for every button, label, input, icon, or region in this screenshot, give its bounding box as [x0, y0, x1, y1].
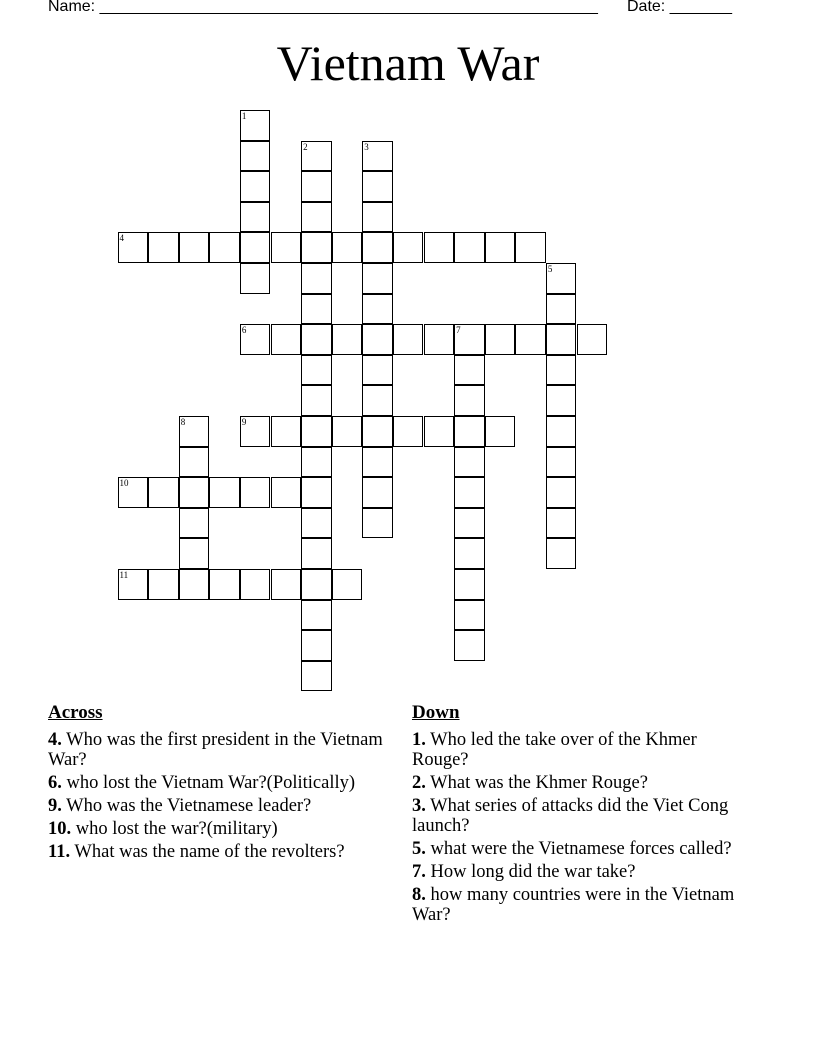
- grid-cell: [454, 538, 485, 569]
- grid-cell: [332, 324, 363, 355]
- grid-cell: [362, 477, 393, 508]
- grid-cell: [454, 477, 485, 508]
- grid-cell: [424, 232, 455, 263]
- grid-cell: [118, 569, 149, 600]
- grid-cell: [240, 110, 271, 141]
- grid-cell: [301, 141, 332, 172]
- grid-cell: [424, 324, 455, 355]
- cell-number: 6: [241, 325, 247, 336]
- clue-down-8: 8. how many countries were in the Vietnam War?: [412, 885, 735, 925]
- grid-cell: [179, 232, 210, 263]
- grid-cell: [546, 508, 577, 539]
- grid-cell: [240, 232, 271, 263]
- grid-cell: [271, 232, 302, 263]
- grid-cell: [179, 508, 210, 539]
- date-field: Date: _______: [627, 0, 732, 15]
- grid-cell: [209, 569, 240, 600]
- grid-cell: [271, 324, 302, 355]
- grid-cell: [546, 447, 577, 478]
- grid-cell: [362, 416, 393, 447]
- clue-across-9: 9. Who was the Vietnamese leader?: [48, 796, 312, 816]
- grid-cell: [240, 569, 271, 600]
- grid-cell: [454, 416, 485, 447]
- grid-cell: [301, 569, 332, 600]
- grid-cell: [393, 232, 424, 263]
- grid-cell: [332, 416, 363, 447]
- clue-across-11: 11. What was the name of the revolters?: [48, 842, 345, 862]
- grid-cell: [301, 202, 332, 233]
- clue-down-2: 2. What was the Khmer Rouge?: [412, 773, 648, 793]
- grid-cell: [148, 232, 179, 263]
- grid-cell: [454, 324, 485, 355]
- grid-cell: [301, 263, 332, 294]
- cell-number: 11: [119, 570, 129, 580]
- grid-cell: [362, 324, 393, 355]
- grid-cell: [577, 324, 608, 355]
- cell-number: 8: [180, 417, 186, 427]
- grid-cell: [301, 600, 332, 631]
- grid-cell: [454, 508, 485, 539]
- grid-cell: [485, 232, 516, 263]
- grid-cell: [148, 477, 179, 508]
- grid-cell: [332, 569, 363, 600]
- cell-number: 5: [547, 264, 553, 274]
- grid-cell: [454, 600, 485, 631]
- grid-cell: [362, 232, 393, 263]
- page-title: Vietnam War: [276, 35, 540, 91]
- grid-cell: [179, 569, 210, 600]
- name-field: Name: ________________________________________________________: [48, 0, 598, 15]
- grid-cell: [362, 508, 393, 539]
- grid-cell: [301, 538, 332, 569]
- grid-cell: [454, 232, 485, 263]
- grid-cell: [179, 538, 210, 569]
- grid-cell: [362, 447, 393, 478]
- grid-cell: [301, 385, 332, 416]
- grid-cell: [362, 171, 393, 202]
- grid-cell: [362, 202, 393, 233]
- grid-cell: [209, 477, 240, 508]
- grid-cell: [454, 569, 485, 600]
- clue-down-5: 5. what were the Vietnamese forces called?: [412, 839, 732, 859]
- across-heading: Across: [48, 702, 103, 723]
- grid-cell: [393, 416, 424, 447]
- grid-cell: [362, 263, 393, 294]
- grid-cell: [240, 263, 271, 294]
- down-clues: [412, 702, 757, 928]
- grid-cell: [515, 232, 546, 263]
- grid-cell: [271, 569, 302, 600]
- grid-cell: [485, 416, 516, 447]
- cell-number: 7: [456, 325, 461, 336]
- grid-cell: [301, 416, 332, 447]
- clue-down-1: 1. Who led the take over of the Khmer Rouge?: [412, 730, 697, 770]
- cell-number: 3: [364, 141, 369, 152]
- grid-cell: [362, 355, 393, 386]
- grid-cell: [301, 294, 332, 325]
- grid-cell: [546, 385, 577, 416]
- grid-cell: [118, 477, 149, 508]
- grid-cell: [546, 416, 577, 447]
- grid-cell: [362, 294, 393, 325]
- grid-cell: [485, 324, 516, 355]
- grid-cell: [240, 202, 271, 233]
- grid-cell: [179, 447, 210, 478]
- grid-cell: [546, 324, 577, 355]
- grid-cell: [515, 324, 546, 355]
- grid-cell: [301, 324, 332, 355]
- grid-cell: [301, 477, 332, 508]
- grid-cell: [546, 355, 577, 386]
- cell-number: 1: [241, 111, 247, 121]
- clue-down-7: 7. How long did the war take?: [412, 862, 636, 882]
- grid-cell: [209, 232, 240, 263]
- grid-cell: [118, 232, 149, 263]
- grid-cell: [301, 355, 332, 386]
- grid-cell: [546, 477, 577, 508]
- grid-cell: [301, 508, 332, 539]
- grid-cell: [454, 355, 485, 386]
- grid-cell: [546, 538, 577, 569]
- grid-cell: [240, 416, 271, 447]
- grid-cell: [362, 141, 393, 172]
- grid-cell: [179, 416, 210, 447]
- cell-number: 4: [119, 233, 124, 244]
- grid-cell: [454, 447, 485, 478]
- cell-number: 10: [119, 478, 129, 489]
- grid-cell: [148, 569, 179, 600]
- grid-cell: [271, 477, 302, 508]
- grid-cell: [546, 263, 577, 294]
- clue-across-10: 10. who lost the war?(military): [48, 819, 278, 839]
- across-clues: [48, 702, 393, 865]
- cell-number: 9: [241, 417, 247, 427]
- grid-cell: [271, 416, 302, 447]
- grid-cell: [240, 171, 271, 202]
- grid-cell: [424, 416, 455, 447]
- grid-cell: [393, 324, 424, 355]
- clue-across-6: 6. who lost the Vietnam War?(Politically): [48, 773, 356, 793]
- grid-cell: [301, 232, 332, 263]
- grid-cell: [301, 630, 332, 661]
- grid-cell: [301, 447, 332, 478]
- grid-cell: [240, 324, 271, 355]
- clue-down-3: 3. What series of attacks did the Viet Cong launch?: [412, 796, 729, 836]
- grid-cell: [546, 294, 577, 325]
- grid-cell: [301, 171, 332, 202]
- grid-cell: [240, 477, 271, 508]
- grid-cell: [362, 385, 393, 416]
- grid-cell: [454, 630, 485, 661]
- grid-cell: [332, 232, 363, 263]
- grid-cell: [179, 477, 210, 508]
- clue-across-4: 4. Who was the first president in the Vietnam War?: [48, 730, 383, 770]
- grid-cell: [454, 385, 485, 416]
- grid-cell: [301, 661, 332, 692]
- grid-cell: [240, 141, 271, 172]
- cell-number: 2: [303, 141, 308, 152]
- down-heading: Down: [412, 702, 460, 723]
